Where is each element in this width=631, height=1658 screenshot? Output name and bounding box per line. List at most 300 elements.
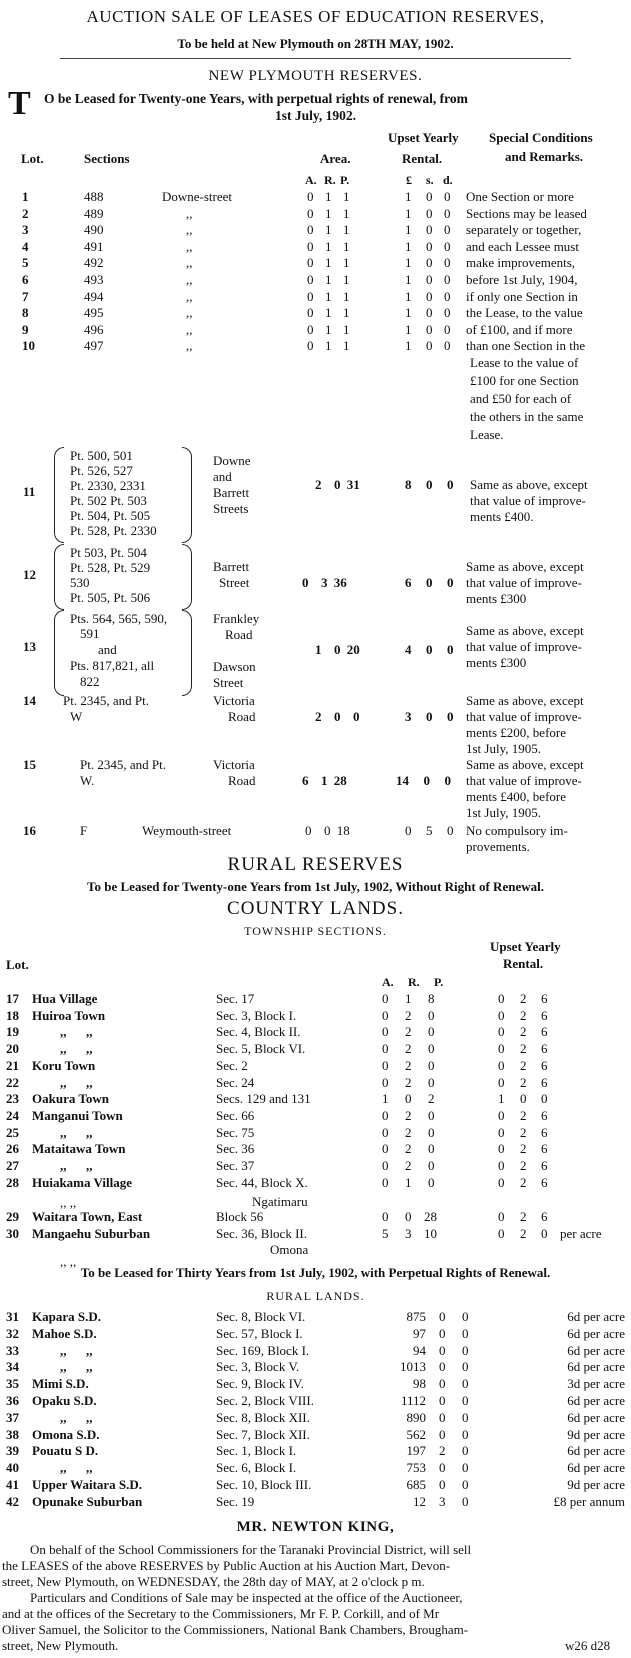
rural-row-39-rent: 6d per acre (567, 1443, 625, 1459)
township-row-23-section: Secs. 129 and 131 (216, 1091, 311, 1107)
rural-row-38-perches: 0 (462, 1426, 469, 1442)
township-row-26-shillings: 2 (520, 1141, 527, 1157)
rural-row-35-lot: 35 (6, 1376, 19, 1392)
lot16-sec: F (80, 823, 88, 838)
thirty-years-heading: To be Leased for Thirty Years from 1st July, 1902, with Perpetual Rights of Renewal. (80, 1265, 551, 1280)
col-upset: Upset Yearly (388, 130, 459, 145)
lot12-street-2: Street (219, 575, 250, 590)
township-row-24-pence: 6 (541, 1107, 548, 1123)
township-row-23-name: Oakura Town (32, 1091, 109, 1107)
rural-row-41-acres: 685 (406, 1477, 426, 1492)
np-row-4-street: ,, (186, 238, 193, 254)
rural-row-33-acres: 94 (413, 1342, 426, 1358)
np-row-9-shillings: 0 (426, 321, 433, 337)
np-row-6-section: 493 (84, 272, 104, 287)
township-row-25-section: Sec. 75 (216, 1124, 255, 1140)
rural-row-42-roods: 3 (439, 1493, 446, 1509)
rural-row-42-lot: 42 (6, 1493, 19, 1509)
lot15-remark-3: ments £400, before (466, 789, 567, 804)
rural-row-36-rent: 6d per acre (567, 1393, 625, 1408)
lot12-remark-3: ments £300 (466, 591, 527, 606)
township-row-19-shillings: 2 (520, 1024, 527, 1040)
np-heading: NEW PLYMOUTH RESERVES. (208, 68, 423, 84)
np-row-9-lot: 9 (22, 321, 29, 337)
np-row-1-shillings: 0 (426, 189, 433, 204)
lot16-street: Weymouth-street (142, 823, 232, 838)
township-row-24-section: Sec. 66 (216, 1107, 255, 1123)
township-row-25-lot: 25 (6, 1124, 19, 1140)
np-row-1-roods: 1 (325, 189, 332, 204)
np-row-10-lot: 10 (22, 338, 35, 354)
r30-lot: 30 (6, 1226, 19, 1241)
np-row-10-shillings: 0 (426, 338, 433, 354)
np-row-4-roods: 1 (325, 238, 332, 254)
rural-row-31-acres: 875 (406, 1309, 426, 1324)
lot12-sec-1: Pt 503, Pt. 504 (70, 545, 147, 560)
lot11-street-3: Barrett (213, 485, 250, 500)
np-row-10-perches: 1 (343, 338, 350, 354)
rural-row-41-perches: 0 (462, 1477, 469, 1492)
rural-row-40-perches: 0 (462, 1460, 469, 1476)
unit-pence: d. (443, 173, 453, 187)
rural-row-31-rent: 6d per acre (567, 1309, 625, 1324)
township-row-26-lot: 26 (6, 1141, 19, 1157)
np-row-8-lot: 8 (22, 305, 29, 321)
township-row-27-name: ,, ,, (60, 1158, 93, 1173)
unit-perches: P. (340, 173, 350, 187)
np-row-10-street: ,, (186, 338, 193, 354)
auctioneer-name: MR. NEWTON KING, (236, 1519, 395, 1535)
rural-row-35-section: Sec. 9, Block IV. (216, 1376, 304, 1392)
np-row-4-shillings: 0 (426, 238, 433, 254)
lot11-area: 2 0 31 (315, 477, 360, 492)
np-row-7-pounds: 1 (405, 288, 412, 304)
rural-row-33-name: ,, ,, (60, 1342, 93, 1358)
footer-p2-line4: street, New Plymouth. (2, 1638, 119, 1653)
np-row-9-acres: 0 (307, 321, 314, 337)
township-row-21-pence: 6 (541, 1057, 548, 1073)
township-row-25-perches: 0 (428, 1124, 435, 1140)
np-row-8-perches: 1 (343, 305, 350, 321)
np-row-2-section: 489 (84, 205, 104, 221)
np-row-10-remark: than one Section in the (466, 338, 586, 354)
np-row-1-acres: 0 (307, 189, 314, 204)
np-row-10-pence: 0 (444, 338, 451, 354)
rural-row-36-name: Opaku S.D. (32, 1393, 97, 1408)
township-row-25-acres: 0 (382, 1124, 389, 1140)
np-row-5-roods: 1 (325, 255, 332, 271)
lot11-rental: 8 0 0 (405, 477, 454, 492)
lot12-number: 12 (23, 567, 36, 582)
np-row-6-remark: before 1st July, 1904, (466, 272, 578, 287)
rural-row-42-section: Sec. 19 (216, 1493, 255, 1509)
rural-row-39-name: Pouatu S D. (32, 1443, 99, 1459)
lot11-sec-4: Pt. 502 Pt. 503 (70, 493, 147, 508)
rural-row-41-section: Sec. 10, Block III. (216, 1477, 312, 1492)
lot11-remark-1: Same as above, except (470, 477, 588, 492)
rural-row-39-lot: 39 (6, 1443, 19, 1459)
unit-pounds: £ (406, 173, 412, 187)
rural-unit-acres: A. (382, 975, 394, 989)
country-lands-heading: COUNTRY LANDS. (227, 898, 404, 919)
np-row-5-shillings: 0 (426, 255, 433, 271)
np-row-3-lot: 3 (22, 222, 29, 238)
township-row-19-lot: 19 (6, 1024, 19, 1040)
lot11-right-brace (182, 447, 192, 543)
township-row-28-name: Huiakama Village (32, 1174, 133, 1190)
np-row-3-roods: 1 (325, 222, 332, 238)
col-area: Area. (320, 151, 351, 166)
township-row-18-name: Huiroa Town (32, 1007, 106, 1023)
remark-cont-2: £100 for one Section (470, 373, 579, 388)
np-row-1-lot: 1 (22, 189, 29, 204)
lot14-number: 14 (23, 693, 36, 708)
rural-unit-perches: P. (434, 975, 444, 989)
township-row-22-shillings: 2 (520, 1074, 527, 1090)
np-row-8-acres: 0 (307, 305, 314, 321)
lot13-street-1: Frankley (213, 611, 260, 626)
rural-row-41-rent: 9d per acre (567, 1477, 625, 1492)
np-row-3-pence: 0 (444, 222, 451, 238)
rural-row-33-rent: 6d per acre (567, 1342, 625, 1358)
lot13-street-4: Street (213, 675, 244, 690)
township-row-22-pence: 6 (541, 1074, 548, 1090)
col-remarks: and Remarks. (505, 149, 584, 164)
np-row-7-perches: 1 (343, 288, 350, 304)
rural-row-42-name: Opunake Suburban (32, 1493, 143, 1509)
township-row-20-perches: 0 (428, 1041, 435, 1057)
lot14-remark-4: 1st July, 1905. (466, 741, 541, 756)
lot14-sec-2: W (70, 709, 83, 724)
rural-row-36-acres: 1112 (400, 1393, 426, 1408)
footer-p1-line1: On behalf of the School Commissioners for the Taranaki Provincial District, will sell (30, 1542, 472, 1557)
np-row-8-pounds: 1 (405, 305, 412, 321)
lot16-remark-2: provements. (466, 839, 530, 854)
rural-row-35-rent: 3d per acre (567, 1376, 625, 1392)
rural-row-42-rent: £8 per annum (553, 1493, 625, 1509)
np-row-9-perches: 1 (343, 321, 350, 337)
rural-row-36-lot: 36 (6, 1393, 19, 1408)
lot13-street-2: Road (225, 627, 253, 642)
lot12-sec-3: 530 (70, 575, 90, 590)
lot16-remark-1: No compulsory im- (466, 823, 568, 838)
rural-row-40-acres: 753 (406, 1460, 426, 1476)
lot11-street-1: Downe (213, 453, 251, 468)
township-row-23-roods: 0 (405, 1091, 412, 1107)
township-row-21-lot: 21 (6, 1057, 19, 1073)
lot15-street-2: Road (228, 773, 256, 788)
np-row-6-lot: 6 (22, 272, 29, 287)
notice-subtitle: To be held at New Plymouth on 28TH MAY, 1902. (177, 36, 454, 51)
np-row-9-remark: of £100, and if more (466, 321, 573, 337)
lot14-remark-1: Same as above, except (466, 693, 584, 708)
np-row-7-shillings: 0 (426, 288, 433, 304)
township-row-24-pounds: 0 (498, 1107, 505, 1123)
lot12-street-1: Barrett (213, 559, 250, 574)
township-row-17-pounds: 0 (498, 991, 505, 1006)
np-row-2-roods: 1 (325, 205, 332, 221)
township-row-27-acres: 0 (382, 1158, 389, 1173)
np-row-5-pence: 0 (444, 255, 451, 271)
unit-acres: A. (305, 173, 317, 187)
lot15-remark-4: 1st July, 1905. (466, 805, 541, 820)
township-row-19-acres: 0 (382, 1024, 389, 1040)
rural-row-34-perches: 0 (462, 1359, 469, 1375)
lot15-rental: 14 0 0 (396, 773, 451, 788)
township-row-24-perches: 0 (428, 1107, 435, 1123)
r30-locality: Omona (270, 1242, 309, 1257)
np-row-7-acres: 0 (307, 288, 314, 304)
np-row-5-section: 492 (84, 255, 104, 271)
township-row-21-name: Koru Town (32, 1057, 96, 1073)
r29-a: 0 (382, 1209, 389, 1224)
r29-lot: 29 (6, 1209, 19, 1224)
rural-row-33-lot: 33 (6, 1342, 19, 1358)
township-row-28-roods: 1 (405, 1174, 412, 1190)
lot11-street-2: and (213, 469, 232, 484)
np-row-9-street: ,, (186, 321, 193, 337)
np-row-5-acres: 0 (307, 255, 314, 271)
township-row-17-pence: 6 (541, 991, 548, 1006)
rural-row-41-roods: 0 (439, 1477, 446, 1492)
np-row-3-remark: separately or together, (466, 222, 582, 238)
r30-name: Mangaehu Suburban (32, 1226, 151, 1241)
township-row-26-name: Mataitawa Town (32, 1141, 126, 1157)
lot13-sec-2: 591 (80, 626, 100, 641)
lot13-number: 13 (23, 639, 36, 654)
township-row-21-acres: 0 (382, 1057, 389, 1073)
township-row-28-lot: 28 (6, 1174, 19, 1190)
rural-row-39-perches: 0 (462, 1443, 469, 1459)
footer-p2-line2: and at the offices of the Secretary to the Commissioners, Mr F. P. Corkill, and of Mr (2, 1606, 440, 1621)
np-row-3-pounds: 1 (405, 222, 412, 238)
np-row-5-remark: make improvements, (466, 255, 576, 271)
rural-row-32-roods: 0 (439, 1325, 446, 1341)
np-row-3-section: 490 (84, 222, 104, 238)
township-row-26-acres: 0 (382, 1141, 389, 1157)
township-row-20-section: Sec. 5, Block VI. (216, 1041, 306, 1057)
township-row-27-pence: 6 (541, 1158, 548, 1173)
rural-row-38-lot: 38 (6, 1426, 19, 1442)
lot11-sec-3: Pt. 2330, 2331 (70, 478, 146, 493)
township-row-27-lot: 27 (6, 1158, 19, 1173)
np-row-2-perches: 1 (343, 205, 350, 221)
np-row-7-lot: 7 (22, 288, 29, 304)
r29-l: 0 (498, 1209, 505, 1224)
rural-row-32-acres: 97 (413, 1325, 426, 1341)
township-row-24-name: Manganui Town (32, 1107, 123, 1123)
lot14-remark-3: ments £200, before (466, 725, 567, 740)
lot13-sec-5: 822 (80, 674, 100, 689)
np-row-7-roods: 1 (325, 288, 332, 304)
np-row-5-street: ,, (186, 255, 193, 271)
np-row-6-shillings: 0 (426, 272, 433, 287)
township-row-23-shillings: 0 (520, 1091, 527, 1107)
township-row-24-shillings: 2 (520, 1107, 527, 1123)
np-intro-line2: 1st July, 1902. (274, 108, 356, 123)
np-row-6-pounds: 1 (405, 272, 412, 287)
r30-s: 2 (520, 1226, 527, 1241)
np-row-10-section: 497 (84, 338, 104, 354)
lot15-sec-1: Pt. 2345, and Pt. (80, 757, 166, 772)
rural-row-35-perches: 0 (462, 1376, 469, 1392)
lot12-sec-2: Pt. 528, Pt. 529 (70, 560, 151, 575)
township-row-20-name: ,, ,, (60, 1041, 93, 1057)
rural-row-34-lot: 34 (6, 1359, 19, 1375)
township-row-20-shillings: 2 (520, 1041, 527, 1057)
r29-r: 0 (405, 1209, 412, 1224)
township-row-23-acres: 1 (382, 1091, 389, 1107)
r29-s: 2 (520, 1209, 527, 1224)
lot16-area: 0 0 18 (305, 823, 350, 838)
rural-row-34-acres: 1013 (400, 1359, 426, 1375)
rural-row-40-roods: 0 (439, 1460, 446, 1476)
township-row-17-name: Hua Village (32, 991, 98, 1006)
np-row-10-roods: 1 (325, 338, 332, 354)
r30-r: 3 (405, 1226, 412, 1241)
col-rental: Rental. (402, 151, 443, 166)
rural-row-32-name: Mahoe S.D. (32, 1325, 97, 1341)
rural-row-34-rent: 6d per acre (567, 1359, 625, 1375)
lot14-street-1: Victoria (213, 693, 255, 708)
rural-row-34-name: ,, ,, (60, 1359, 93, 1375)
township-row-21-pounds: 0 (498, 1057, 505, 1073)
rural-subheading: To be Leased for Twenty-one Years from 1st July, 1902, Without Right of Renewal. (87, 879, 544, 894)
np-row-7-pence: 0 (444, 288, 451, 304)
township-row-27-perches: 0 (428, 1158, 435, 1173)
rural-row-37-roods: 0 (439, 1409, 446, 1425)
rural-row-38-section: Sec. 7, Block XII. (216, 1426, 310, 1442)
r30-sec: Sec. 36, Block II. (216, 1226, 307, 1241)
lot14-rental: 3 0 0 (405, 709, 454, 724)
rural-row-32-section: Sec. 57, Block I. (216, 1325, 303, 1341)
township-row-22-name: ,, ,, (60, 1074, 93, 1090)
r29-ditto: ,, ,, (60, 1195, 77, 1210)
lot14-sec-1: Pt. 2345, and Pt. (63, 693, 149, 708)
lot13-remark-2: that value of improve- (466, 639, 582, 654)
np-row-2-lot: 2 (22, 205, 29, 221)
np-row-5-lot: 5 (22, 255, 29, 271)
rural-row-35-roods: 0 (439, 1376, 446, 1392)
lot15-remark-2: that value of improve- (466, 773, 582, 788)
lot11-sec-5: Pt. 504, Pt. 505 (70, 508, 151, 523)
rural-row-36-section: Sec. 2, Block VIII. (216, 1393, 314, 1408)
lot15-sec-2: W. (80, 773, 95, 788)
township-row-22-section: Sec. 24 (216, 1074, 255, 1090)
rural-row-31-name: Kapara S.D. (32, 1309, 101, 1324)
township-row-18-shillings: 2 (520, 1007, 527, 1023)
np-row-4-section: 491 (84, 238, 104, 254)
township-row-18-roods: 2 (405, 1007, 412, 1023)
np-row-3-shillings: 0 (426, 222, 433, 238)
lot13-rental: 4 0 0 (405, 642, 454, 657)
np-row-7-street: ,, (186, 288, 193, 304)
township-row-27-pounds: 0 (498, 1158, 505, 1173)
township-row-21-roods: 2 (405, 1057, 412, 1073)
r30-d: 0 (541, 1226, 548, 1241)
np-row-9-section: 496 (84, 321, 104, 337)
township-row-28-pence: 6 (541, 1174, 548, 1190)
footer-p2-line1: Particulars and Conditions of Sale may be inspected at the office of the Auctioneer, (30, 1590, 463, 1605)
township-row-26-pence: 6 (541, 1141, 548, 1157)
rural-row-42-perches: 0 (462, 1493, 469, 1509)
dropcap-letter: T (8, 85, 31, 122)
np-row-10-pounds: 1 (405, 338, 412, 354)
rural-row-40-section: Sec. 6, Block I. (216, 1460, 297, 1476)
remark-cont-4: the others in the same (470, 409, 584, 424)
np-row-3-acres: 0 (307, 222, 314, 238)
rural-unit-roods: R. (408, 975, 420, 989)
np-row-6-perches: 1 (343, 272, 350, 287)
township-row-19-section: Sec. 4, Block II. (216, 1024, 301, 1040)
rural-row-36-perches: 0 (462, 1393, 469, 1408)
r29-sec: Block 56 (216, 1209, 264, 1224)
rural-heading: RURAL RESERVES (227, 854, 404, 875)
lot15-street-1: Victoria (213, 757, 255, 772)
township-row-28-perches: 0 (428, 1174, 435, 1190)
rural-row-40-lot: 40 (6, 1460, 19, 1476)
township-row-28-shillings: 2 (520, 1174, 527, 1190)
rural-row-31-roods: 0 (439, 1309, 446, 1324)
np-row-5-perches: 1 (343, 255, 350, 271)
township-row-24-acres: 0 (382, 1107, 389, 1123)
rural-row-41-name: Upper Waitara S.D. (32, 1477, 143, 1492)
township-row-20-acres: 0 (382, 1041, 389, 1057)
np-row-8-remark: the Lease, to the value (466, 305, 583, 321)
lot12-sec-4: Pt. 505, Pt. 506 (70, 590, 151, 605)
lot13-sec-3: and (98, 642, 117, 657)
township-row-21-perches: 0 (428, 1057, 435, 1073)
township-row-23-lot: 23 (6, 1091, 19, 1107)
rural-row-33-section: Sec. 169, Block I. (216, 1342, 310, 1358)
township-row-17-section: Sec. 17 (216, 991, 255, 1006)
lot13-street-3: Dawson (213, 659, 256, 674)
rural-lands-heading: RURAL LANDS. (266, 1289, 365, 1303)
rural-row-32-lot: 32 (6, 1325, 19, 1341)
township-row-20-pounds: 0 (498, 1041, 505, 1057)
np-row-4-pounds: 1 (405, 238, 412, 254)
np-row-8-shillings: 0 (426, 305, 433, 321)
township-row-22-perches: 0 (428, 1074, 435, 1090)
lot13-sec-1: Pts. 564, 565, 590, (70, 611, 168, 626)
lot14-area: 2 0 0 (315, 709, 360, 724)
remark-cont-3: and £50 for each of (470, 391, 572, 406)
lot12-rental: 6 0 0 (405, 575, 454, 590)
rural-row-39-roods: 2 (439, 1443, 446, 1459)
township-row-19-name: ,, ,, (60, 1024, 93, 1040)
lot13-right-brace (182, 610, 192, 696)
township-row-19-perches: 0 (428, 1024, 435, 1040)
lot14-remark-2: that value of improve- (466, 709, 582, 724)
lot13-remark-3: ments £300 (466, 655, 527, 670)
lot15-number: 15 (23, 757, 36, 772)
township-row-19-roods: 2 (405, 1024, 412, 1040)
rural-row-33-perches: 0 (462, 1342, 469, 1358)
footer-p2-line3: Oliver Samuel, the Solicitor to the Commissioners, National Bank Chambers, Brougham- (2, 1622, 469, 1637)
township-row-19-pounds: 0 (498, 1024, 505, 1040)
np-row-6-pence: 0 (444, 272, 451, 287)
np-row-8-street: ,, (186, 305, 193, 321)
rural-row-35-name: Mimi S.D. (32, 1376, 89, 1392)
lot13-remark-1: Same as above, except (466, 623, 584, 638)
np-row-7-section: 494 (84, 288, 104, 304)
township-row-18-pence: 6 (541, 1007, 548, 1023)
r29-name: Waitara Town, East (32, 1209, 143, 1224)
township-row-17-roods: 1 (405, 991, 412, 1006)
remark-cont-1: Lease to the value of (470, 355, 579, 370)
r30-l: 0 (498, 1226, 505, 1241)
rural-col-rental: Rental. (503, 956, 544, 971)
